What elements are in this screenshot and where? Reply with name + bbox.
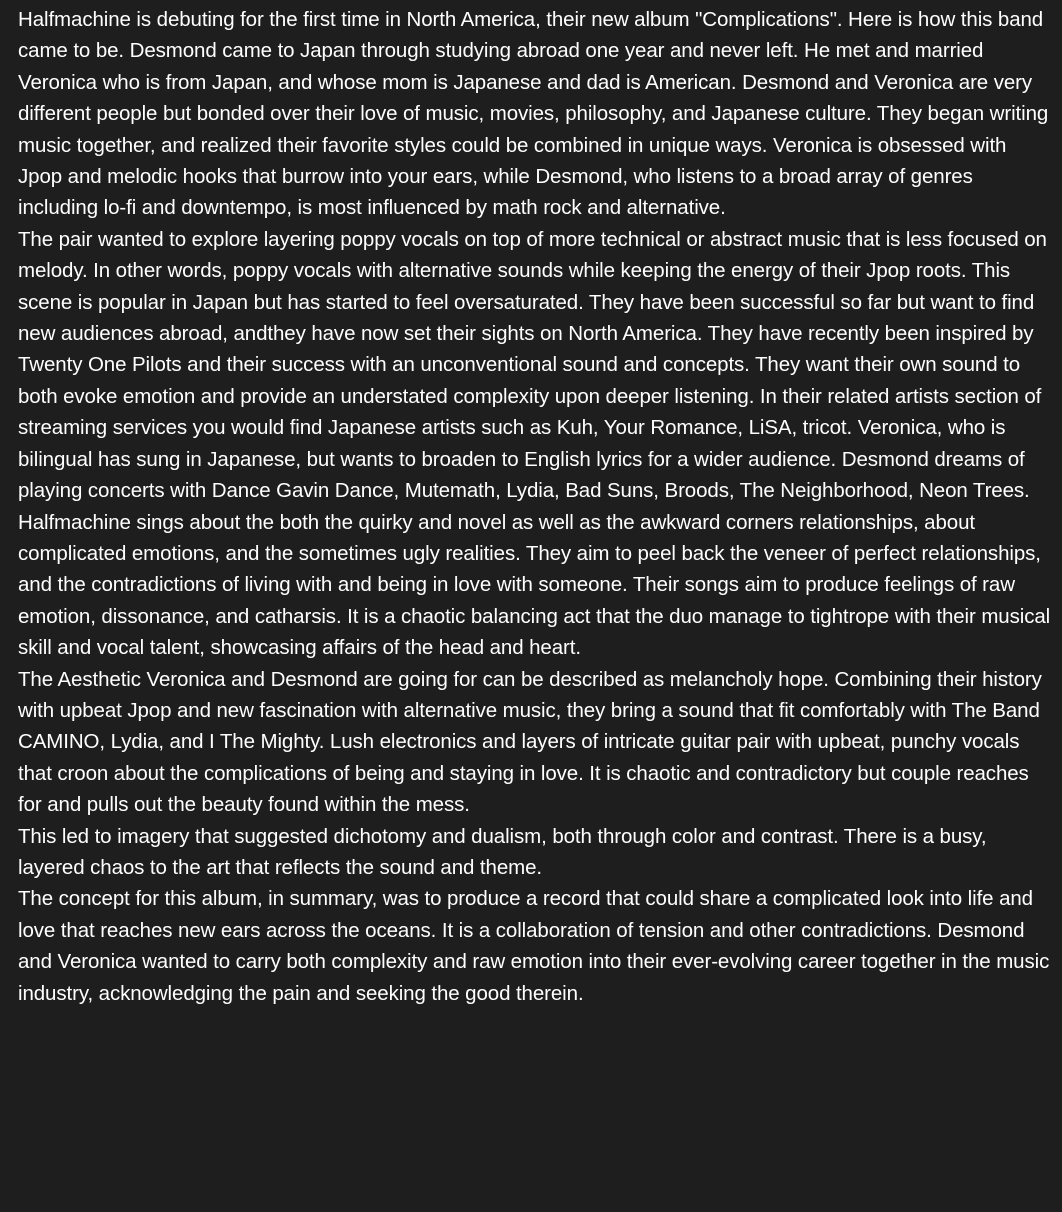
paragraph-themes: Halfmachine sings about the both the quirky and novel as well as the awkward corners relationships, about complicated emotions, and the sometimes ugly realities. They aim to peel back the veneer of perfect relationships, and the contradictions of living with and being in love with someone. Their songs aim to produce feelings of raw emotion, dissonance, and catharsis. It is a chaotic balancing act that the duo manage to tightrope with their musical skill and vocal talent, showcasing affairs of the head and heart. [18,510,1051,660]
paragraph-imagery: This led to imagery that suggested dichotomy and dualism, both through color and contrast. There is a busy, layered chaos to the art that reflects the sound and theme. [18,824,987,879]
paragraph-summary: The concept for this album, in summary, was to produce a record that could share a complicated look into life and love that reaches new ears across the oceans. It is a collaboration of tension and other contradictions. Desmond and Veronica wanted to carry both complexity and raw emotion into their ever-evolving career together in the music industry, acknowledging the pain and seeking the good therein. [18,887,1050,1005]
paragraph-aesthetic: The Aesthetic Veronica and Desmond are going for can be described as melancholy hope. Combining their history with upbeat Jpop and new fascination with alternative music, they bring a sound that fit comfortably with The Band CAMINO, Lydia, and I The Mighty. Lush electronics and layers of intricate guitar pair with upbeat, punchy vocals that croon about the complications of being and staying in love. It is chaotic and contradictory but couple reaches for and pulls out the beauty found within the mess. [18,667,1042,817]
paragraph-intro: Halfmachine is debuting for the first time in North America, their new album "Complications". Here is how this band came to be. Desmond came to Japan through studying abroad one year and never left. He met and married Veronica who is from Japan, and whose mom is Japanese and dad is American. Desmond and Veronica are very different people but bonded over their love of music, movies, philosophy, and Japanese culture. They began writing music together, and realized their favorite styles could be combined in unique ways. Veronica is obsessed with Jpop and melodic hooks that burrow into your ears, while Desmond, who listens to a broad array of genres including lo-fi and downtempo, is most influenced by math rock and alternative. [18,8,1049,220]
paragraph-sound: The pair wanted to explore layering poppy vocals on top of more technical or abstract music that is less focused on melody. In other words, poppy vocals with alternative sounds while keeping the energy of their Jpop roots. This scene is popular in Japan but has started to feel oversaturated. They have been successful so far but want to find new audiences abroad, andthey have now set their sights on North America. They have recently been inspired by Twenty One Pilots and their success with an unconventional sound and concepts. They want their own sound to both evoke emotion and provide an understated complexity upon deeper listening. In their related artists section of streaming services you would find Japanese artists such as Kuh, Your Romance, LiSA, tricot. Veronica, who is bilingual has sung in Japanese, but wants to broaden to English lyrics for a wider audience. Desmond dreams of playing concerts with Dance Gavin Dance, Mutemath, Lydia, Bad Suns, Broods, The Neighborhood, Neon Trees. [18,227,1047,503]
